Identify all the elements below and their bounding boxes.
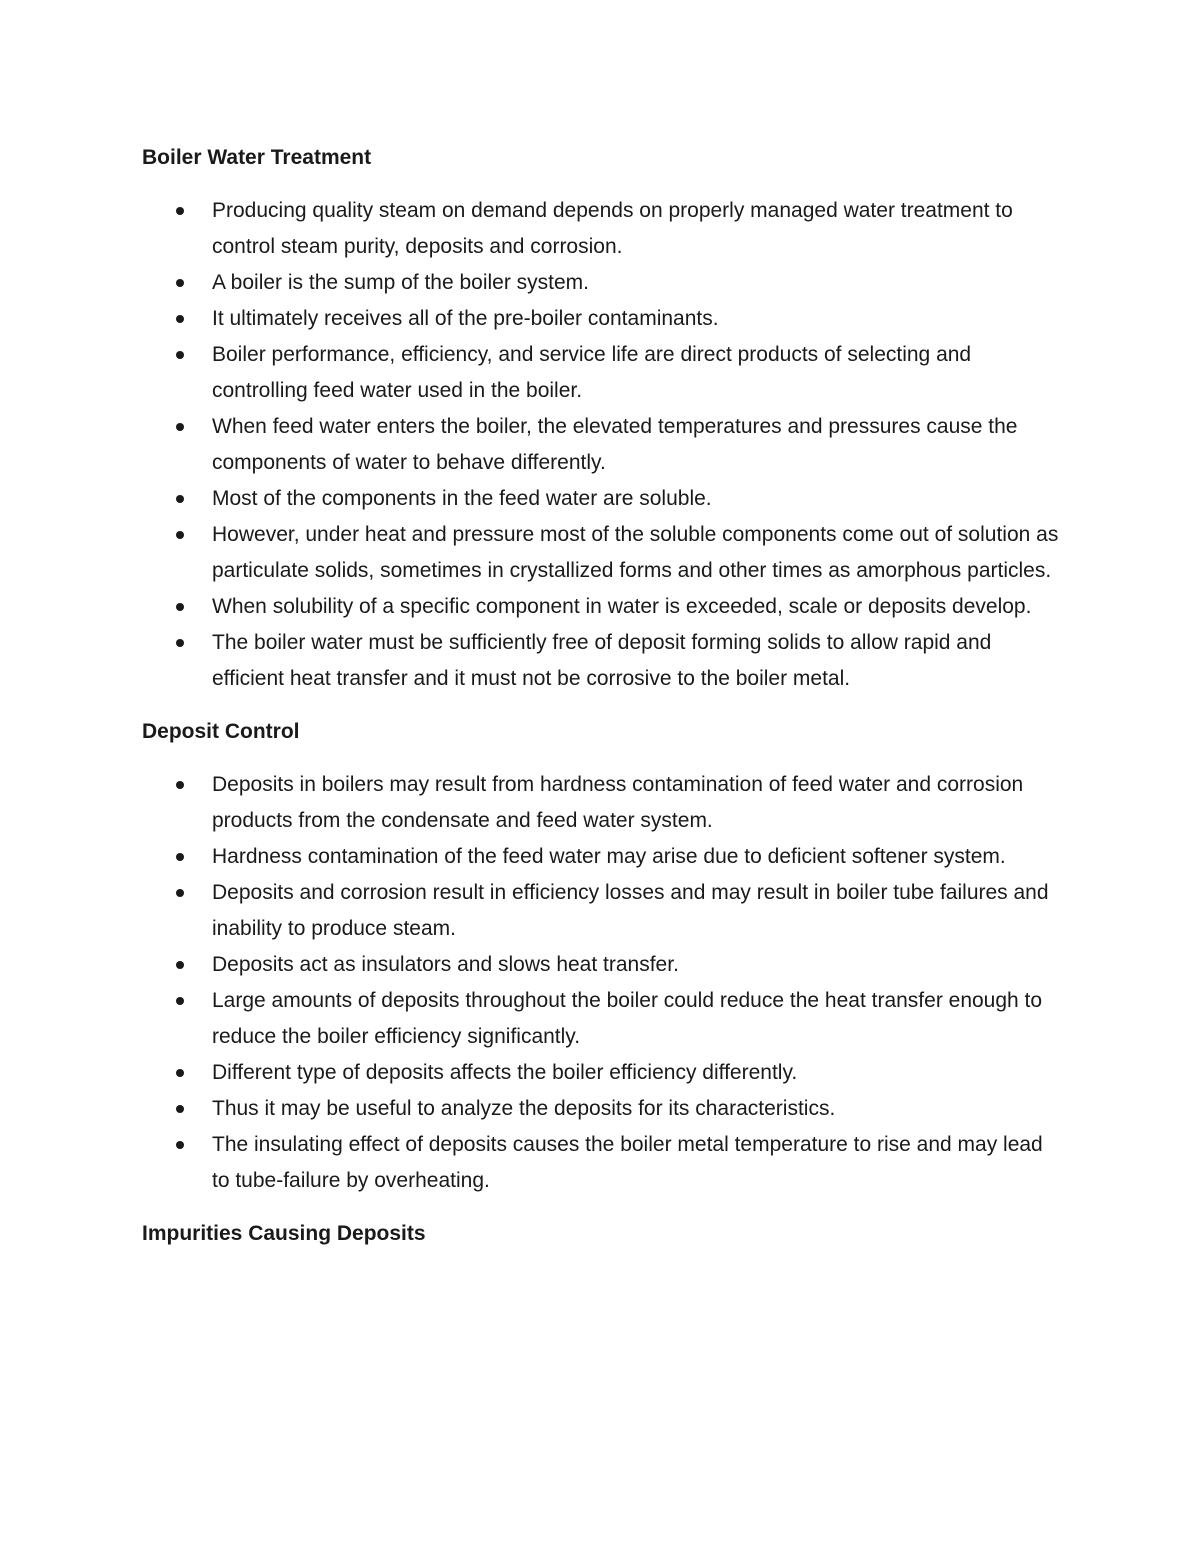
list-item-text: A boiler is the sump of the boiler system.	[212, 271, 590, 294]
list-item-text: Hardness contamination of the feed water may arise due to deficient softener system.	[212, 845, 1006, 868]
bullet-icon	[176, 531, 184, 539]
list-item-text: Producing quality steam on demand depends on properly managed water treatment to control steam purity, deposits and corrosion.	[212, 199, 1013, 258]
list-item-text: Different type of deposits affects the boiler efficiency differently.	[212, 1061, 798, 1084]
bullet-icon	[176, 889, 184, 897]
bullet-icon	[176, 279, 184, 287]
section-heading: Boiler Water Treatment	[142, 146, 372, 169]
list-item	[142, 839, 1062, 875]
bullet-icon	[176, 1141, 184, 1149]
bullet-icon	[176, 351, 184, 359]
list-item	[142, 875, 1062, 947]
list-item-text: It ultimately receives all of the pre-boiler contaminants.	[212, 307, 719, 330]
list-item-text: Deposits in boilers may result from hardness contamination of feed water and corrosion products from the condensate and feed water system.	[212, 773, 1024, 832]
list-item	[142, 947, 1062, 983]
section-heading: Impurities Causing Deposits	[142, 1222, 426, 1245]
bullet-icon	[176, 207, 184, 215]
bullet-icon	[176, 997, 184, 1005]
list-item-text: Deposits act as insulators and slows heat transfer.	[212, 953, 679, 976]
bullet-list	[142, 767, 1062, 1199]
list-item-text: When feed water enters the boiler, the elevated temperatures and pressures cause the components of water to behave differently.	[212, 415, 1018, 474]
list-item-text: Thus it may be useful to analyze the deposits for its characteristics.	[212, 1097, 836, 1120]
list-item	[142, 301, 1062, 337]
list-item-text: However, under heat and pressure most of the soluble components come out of solution as particulate solids, sometimes in crystallized forms and other times as amorphous particles.	[212, 523, 1059, 582]
list-item	[142, 767, 1062, 839]
bullet-icon	[176, 495, 184, 503]
list-item	[142, 589, 1062, 625]
section-heading: Deposit Control	[142, 720, 300, 743]
document-section	[142, 714, 1062, 1199]
list-item	[142, 625, 1062, 697]
list-item-text: The boiler water must be sufficiently free of deposit forming solids to allow rapid and efficient heat transfer and it must not be corrosive to the boiler metal.	[212, 631, 992, 690]
list-item-text: Boiler performance, efficiency, and service life are direct products of selecting and controlling feed water used in the boiler.	[212, 343, 972, 402]
list-item-text: Large amounts of deposits throughout the boiler could reduce the heat transfer enough to reduce the boiler efficiency significantly.	[212, 989, 1043, 1048]
bullet-icon	[176, 781, 184, 789]
document-body	[142, 140, 1062, 1269]
bullet-icon	[176, 639, 184, 647]
document-section	[142, 1216, 1062, 1252]
bullet-icon	[176, 423, 184, 431]
list-item-text: When solubility of a specific component in water is exceeded, scale or deposits develop.	[212, 595, 1032, 618]
bullet-icon	[176, 961, 184, 969]
list-item	[142, 337, 1062, 409]
list-item	[142, 1127, 1062, 1199]
bullet-icon	[176, 1069, 184, 1077]
bullet-icon	[176, 315, 184, 323]
bullet-icon	[176, 1105, 184, 1113]
list-item-text: The insulating effect of deposits causes the boiler metal temperature to rise and may lead to tube-failure by overheating.	[212, 1133, 1043, 1192]
list-item	[142, 193, 1062, 265]
list-item	[142, 517, 1062, 589]
list-item	[142, 983, 1062, 1055]
bullet-icon	[176, 853, 184, 861]
list-item	[142, 1091, 1062, 1127]
list-item	[142, 265, 1062, 301]
bullet-list	[142, 193, 1062, 697]
list-item	[142, 409, 1062, 481]
bullet-icon	[176, 603, 184, 611]
list-item-text: Deposits and corrosion result in efficiency losses and may result in boiler tube failures and inability to produce steam.	[212, 881, 1049, 940]
document-section	[142, 140, 1062, 697]
list-item-text: Most of the components in the feed water are soluble.	[212, 487, 712, 510]
list-item	[142, 1055, 1062, 1091]
sections-container	[142, 140, 1062, 1252]
list-item	[142, 481, 1062, 517]
